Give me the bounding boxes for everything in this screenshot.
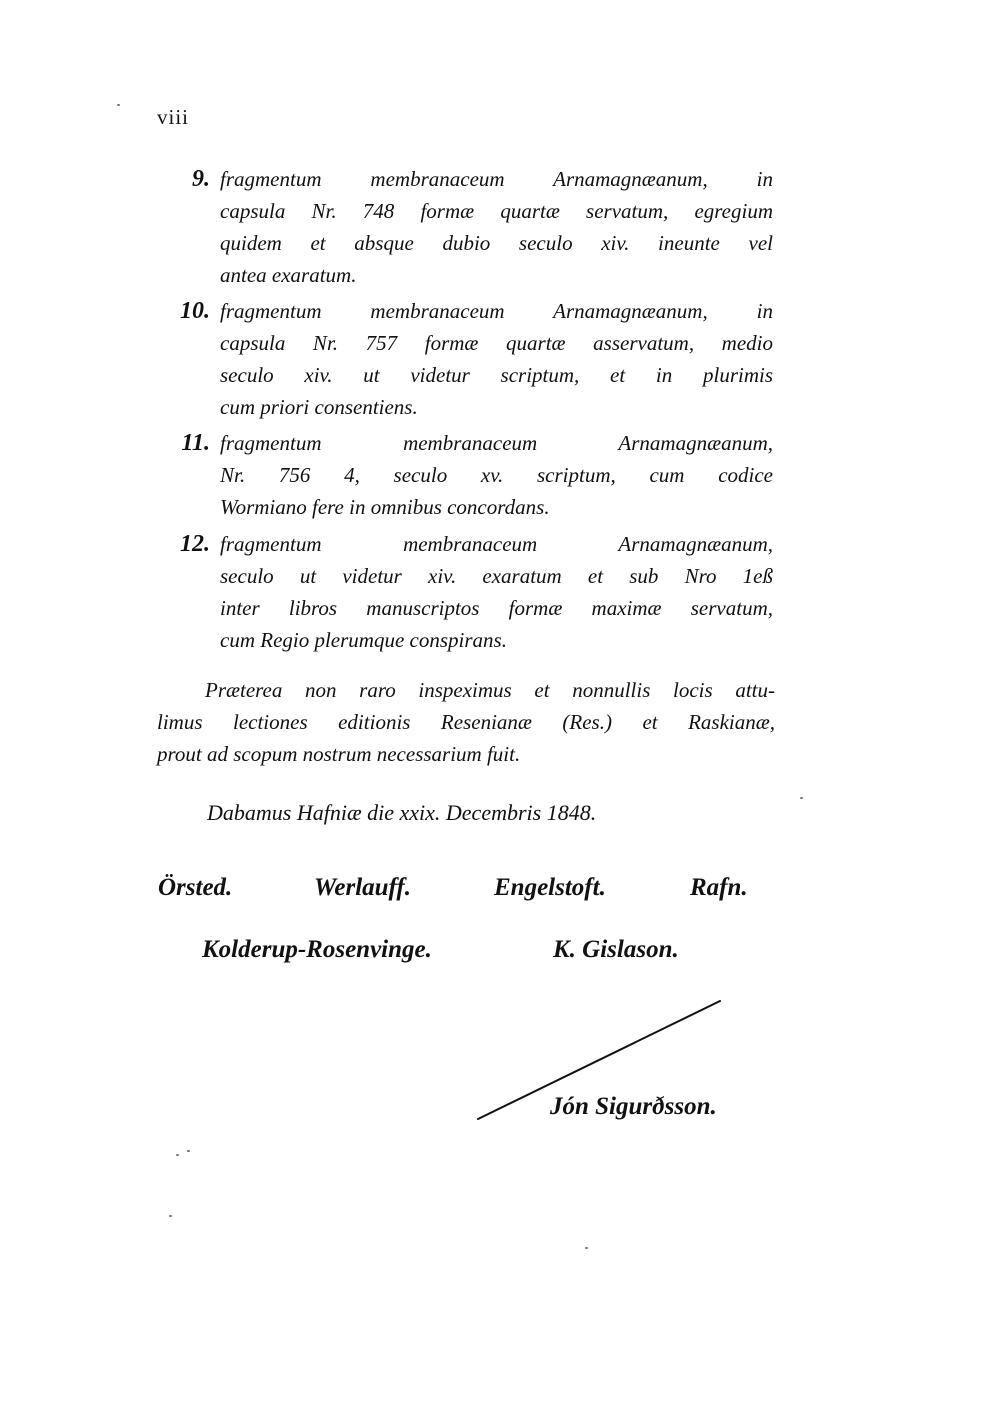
signatory-rafn: Rafn. (690, 874, 748, 901)
date-line: Dabamus Hafniæ die xxix. Decembris 1848. (207, 800, 597, 825)
text-line: Wormiano fere in omnibus concordans. (220, 495, 550, 519)
entry-number: 11. (181, 430, 210, 456)
text-line: cum Regio plerumque conspirans. (220, 628, 507, 652)
print-speck (169, 1215, 172, 1217)
entry-text (220, 427, 773, 523)
entry-number: 9. (192, 166, 210, 192)
text-line: fragmentum membranaceum Arnamagnæanum, in (220, 167, 773, 191)
signatory-kolderup-rosenvinge: Kolderup-Rosenvinge. (202, 936, 432, 963)
closing-paragraph (157, 674, 775, 770)
text-line: inter libros manuscriptos formæ maximæ servatum, (220, 596, 773, 620)
text-line: capsula Nr. 757 formæ quartæ asservatum, medio (220, 331, 773, 355)
signatory-werlauff: Werlauff. (314, 874, 411, 901)
entry-number: 10. (180, 298, 210, 324)
print-speck (117, 104, 120, 106)
text-line: fragmentum membranaceum Arnamagnæanum, (220, 431, 773, 455)
print-speck (585, 1247, 588, 1249)
text-line: Nr. 756 4, seculo xv. scriptum, cum codice (220, 463, 773, 487)
signatory-orsted: Örsted. (158, 874, 233, 901)
entry-text (220, 528, 773, 656)
print-speck (187, 1150, 190, 1152)
text-line: seculo ut videtur xiv. exaratum et sub Nro 1eß (220, 564, 773, 588)
text-line: fragmentum membranaceum Arnamagnæanum, in (220, 299, 773, 323)
entry-text (220, 295, 773, 423)
text-line: quidem et absque dubio seculo xiv. ineunte vel (220, 231, 773, 255)
text-line: capsula Nr. 748 formæ quartæ servatum, egregium (220, 199, 773, 223)
page-number: viii (157, 105, 190, 129)
text-line: fragmentum membranaceum Arnamagnæanum, (220, 532, 773, 556)
text-line: limus lectiones editionis Resenianæ (Res.) et Raskianæ, (157, 710, 775, 734)
print-speck (800, 797, 803, 799)
text-line: seculo xiv. ut videtur scriptum, et in plurimis (220, 363, 773, 387)
print-speck (176, 1154, 179, 1156)
entry-number: 12. (180, 531, 210, 557)
signatory-engelstoft: Engelstoft. (494, 874, 606, 901)
signatory-gislason: K. Gislason. (553, 936, 679, 963)
text-line: Præterea non raro inspeximus et nonnullis locis attu- (205, 678, 775, 702)
text-line: antea exaratum. (220, 263, 357, 287)
text-line: prout ad scopum nostrum necessarium fuit. (157, 742, 521, 766)
entry-text (220, 163, 773, 291)
signatory-sigurdsson: Jón Sigurðsson. (550, 1093, 717, 1120)
text-line: cum priori consentiens. (220, 395, 418, 419)
